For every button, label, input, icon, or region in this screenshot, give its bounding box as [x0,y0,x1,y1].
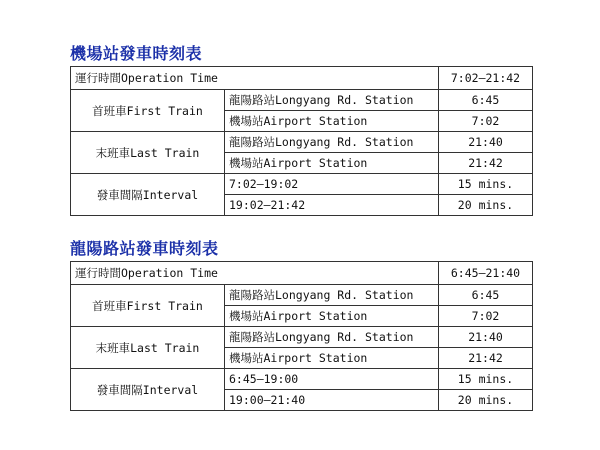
first-train-label: 首班車First Train [71,285,225,327]
interval-period: 19:00—21:40 [225,390,439,411]
interval-value: 15 mins. [439,369,533,390]
train-time: 7:02 [439,306,533,327]
interval-value: 20 mins. [439,390,533,411]
operation-time-row [71,67,533,90]
first-train-label: 首班車First Train [71,90,225,132]
train-time: 21:42 [439,153,533,174]
operation-time-row [71,262,533,285]
last-train-label: 末班車Last Train [71,327,225,369]
station-name: 龍陽路站Longyang Rd. Station [225,132,439,153]
interval-value: 15 mins. [439,174,533,195]
table-row [71,132,533,153]
interval-period: 6:45—19:00 [225,369,439,390]
train-time: 21:40 [439,132,533,153]
last-train-label: 末班車Last Train [71,132,225,174]
table-row [71,369,533,390]
operation-time-label: 運行時間Operation Time [71,67,439,90]
station-name: 機場站Airport Station [225,153,439,174]
airport-station-timetable-title: 機場站發車時刻表 [70,44,203,63]
station-name: 龍陽路站Longyang Rd. Station [225,285,439,306]
operation-time-value: 7:02—21:42 [439,67,533,90]
interval-label: 發車間隔Interval [71,174,225,216]
train-time: 21:40 [439,327,533,348]
interval-period: 7:02—19:02 [225,174,439,195]
longyang-road-station-timetable-title: 龍陽路站發車時刻表 [70,239,219,258]
train-time: 6:45 [439,90,533,111]
longyang-road-station-timetable [70,261,533,411]
table-row [71,90,533,111]
train-time: 6:45 [439,285,533,306]
interval-period: 19:02—21:42 [225,195,439,216]
interval-label: 發車間隔Interval [71,369,225,411]
station-name: 機場站Airport Station [225,111,439,132]
operation-time-value: 6:45—21:40 [439,262,533,285]
station-name: 龍陽路站Longyang Rd. Station [225,90,439,111]
operation-time-label: 運行時間Operation Time [71,262,439,285]
station-name: 龍陽路站Longyang Rd. Station [225,327,439,348]
table-row [71,174,533,195]
airport-station-timetable [70,66,533,216]
table-row [71,285,533,306]
station-name: 機場站Airport Station [225,306,439,327]
train-time: 21:42 [439,348,533,369]
train-time: 7:02 [439,111,533,132]
station-name: 機場站Airport Station [225,348,439,369]
table-row [71,327,533,348]
interval-value: 20 mins. [439,195,533,216]
